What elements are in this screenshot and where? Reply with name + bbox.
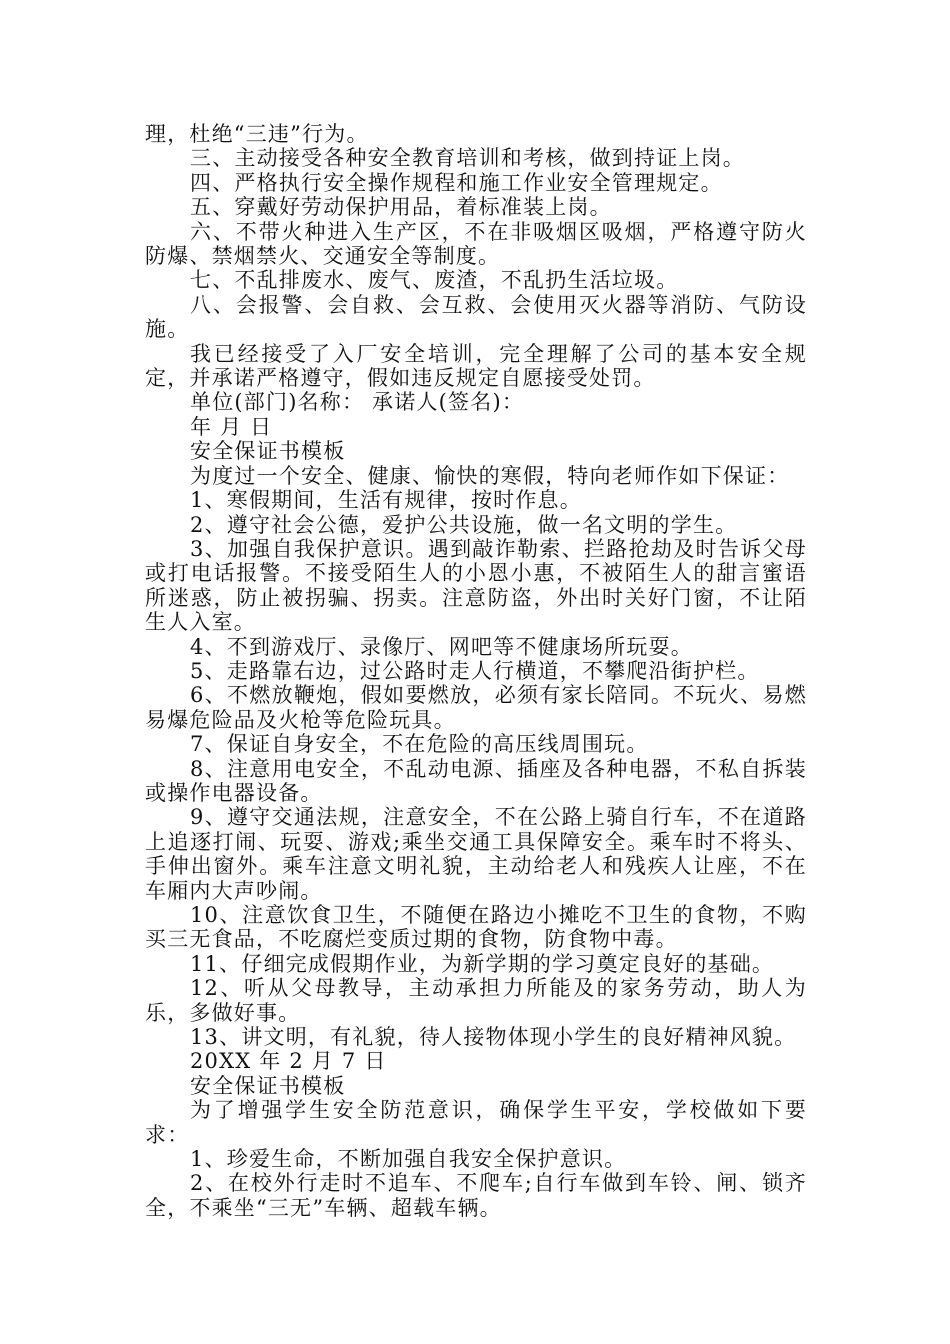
document-paragraph: 8、注意用电安全，不乱动电源、插座及各种电器，不私自拆装或操作电器设备。 <box>145 756 807 805</box>
document-paragraph: 12、听从父母教导，主动承担力所能及的家务劳动，助人为乐，多做好事。 <box>145 976 807 1025</box>
document-paragraph: 4、不到游戏厅、录像厅、网吧等不健康场所玩耍。 <box>190 634 693 659</box>
document-paragraph: 20XX 年 2 月 7 日 <box>190 1049 387 1074</box>
document-paragraph: 1、珍爱生命，不断加强自我安全保护意识。 <box>190 1147 627 1172</box>
document-paragraph: 七、不乱排废水、废气、废渣，不乱扔生活垃圾。 <box>190 268 679 293</box>
document-paragraph: 八、会报警、会自救、会互救、会使用灭火器等消防、气防设施。 <box>145 292 807 342</box>
document-paragraph: 为了增强学生安全防范意识，确保学生平安，学校做如下要求： <box>145 1098 807 1147</box>
document-body <box>145 122 807 1220</box>
document-paragraph: 三、主动接受各种安全教育培训和考核，做到持证上岗。 <box>190 146 745 171</box>
document-paragraph: 7、保证自身安全，不在危险的高压线周围玩。 <box>190 732 649 757</box>
document-paragraph: 五、穿戴好劳动保护用品，着标准装上岗。 <box>190 195 612 220</box>
document-paragraph: 1、寒假期间，生活有规律，按时作息。 <box>190 488 582 513</box>
document-paragraph: 10、注意饮食卫生，不随便在路边小摊吃不卫生的食物，不购买三无食品，不吃腐烂变质过期的食物，防食物中毒。 <box>145 903 807 952</box>
document-paragraph: 四、严格执行安全操作规程和施工作业安全管理规定。 <box>190 170 723 195</box>
document-paragraph: 为度过一个安全、健康、愉快的寒假，特向老师作如下保证： <box>190 463 790 488</box>
document-paragraph: 理，杜绝“三违”行为。 <box>145 122 369 146</box>
document-paragraph: 3、加强自我保护意识。遇到敲诈勒索、拦路抢劫及时告诉父母或打电话报警。不接受陌生人的小恩小惠，不被陌生人的甜言蜜语所迷惑，防止被拐骗、拐卖。注意防盗，外出时关好门窗，不让陌生人入室。 <box>145 536 807 635</box>
document-paragraph: 年 月 日 <box>190 414 273 439</box>
document-paragraph: 6、不燃放鞭炮，假如要燃放，必须有家长陪同。不玩火、易燃易爆危险品及火枪等危险玩具。 <box>145 683 807 732</box>
document-paragraph: 六、不带火种进入生产区，不在非吸烟区吸烟，严格遵守防火防爆、禁烟禁火、交通安全等制度。 <box>145 219 807 269</box>
document-paragraph: 2、遵守社会公德，爱护公共设施，做一名文明的学生。 <box>190 512 738 537</box>
document-paragraph: 安全保证书模板 <box>190 439 346 464</box>
document-paragraph: 我已经接受了入厂安全培训，完全理解了公司的基本安全规定，并承诺严格遵守，假如违反规定自愿接受处罚。 <box>145 341 807 391</box>
document-paragraph: 9、遵守交通法规，注意安全，不在公路上骑自行车，不在道路上追逐打闹、玩耍、游戏;乘坐交通工具保障安全。乘车时不将头、手伸出窗外。乘车注意文明礼貌，主动给老人和残疾人让座，不在车厢内大声吵闹。 <box>145 805 807 903</box>
document-paragraph: 2、在校外行走时不追车、不爬车;自行车做到车铃、闸、锁齐全，不乘坐“三无”车辆、超载车辆。 <box>145 1171 807 1220</box>
document-paragraph: 13、讲文明，有礼貌，待人接物体现小学生的良好精神风貌。 <box>190 1025 797 1050</box>
document-paragraph: 单位(部门)名称： 承诺人(签名)： <box>190 390 525 415</box>
document-paragraph: 5、走路靠右边，过公路时走人行横道，不攀爬沿街护栏。 <box>190 658 760 683</box>
document-paragraph: 安全保证书模板 <box>190 1073 346 1098</box>
document-paragraph: 11、仔细完成假期作业，为新学期的学习奠定良好的基础。 <box>190 951 775 976</box>
